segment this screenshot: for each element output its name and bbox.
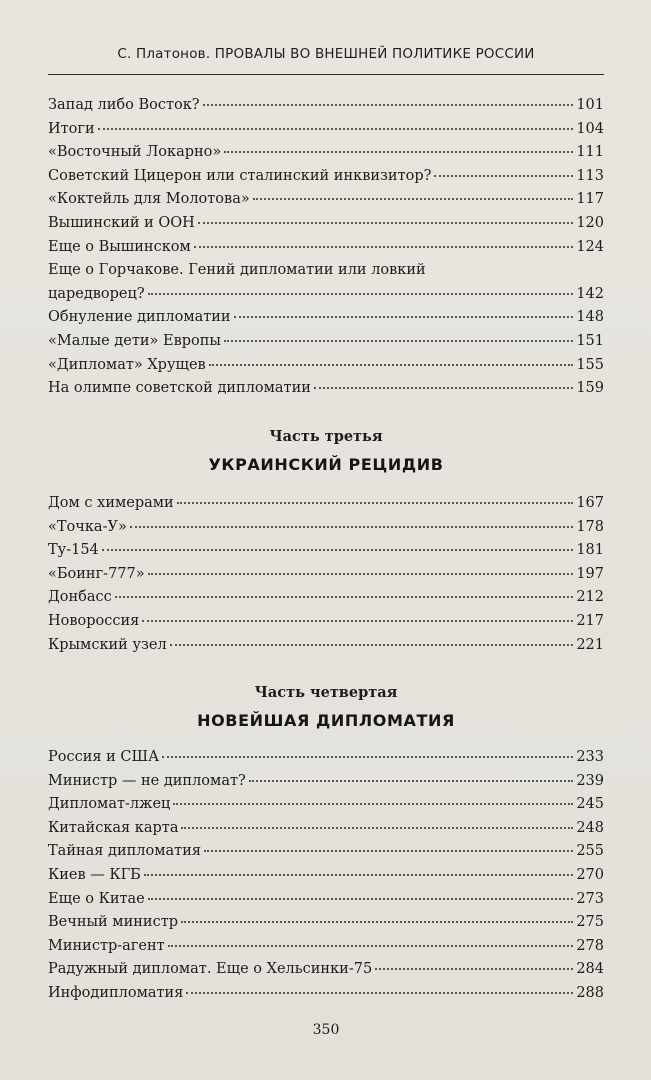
toc-entry-title: «Точка-У» <box>48 518 127 535</box>
toc-entry-page: 142 <box>576 285 604 302</box>
toc-entry-title: «Боинг-777» <box>48 565 145 582</box>
toc-entry-title: «Коктейль для Молотова» <box>48 191 250 208</box>
toc-entry[interactable] <box>48 165 604 189</box>
toc-leader <box>209 363 574 366</box>
toc-entry-page: 111 <box>576 144 604 161</box>
toc-leader <box>168 944 574 947</box>
part-3-label: Часть третья <box>269 428 383 445</box>
toc-entry[interactable] <box>48 563 604 587</box>
toc-entry-page: 270 <box>576 866 604 883</box>
toc-entry[interactable] <box>48 354 604 378</box>
toc-entry-page: 288 <box>576 984 604 1001</box>
toc-entry-title: Киев — КГБ <box>48 866 141 883</box>
toc-leader <box>148 897 574 900</box>
toc-entry-page: 148 <box>576 309 604 326</box>
toc-entry-title: Дом с химерами <box>48 495 174 511</box>
part-4-title: НОВЕЙШАЯ ДИПЛОМАТИЯ <box>197 711 455 730</box>
toc-entry-title: Донбасс <box>48 589 112 606</box>
toc-entry-page: 181 <box>576 542 604 559</box>
toc-leader <box>181 826 573 829</box>
toc-entry-title: «Восточный Локарно» <box>48 144 222 161</box>
toc-entry[interactable] <box>48 259 604 306</box>
toc-entry[interactable] <box>48 212 604 236</box>
toc-leader <box>177 501 574 504</box>
toc-entry-title: Инфодипломатия <box>48 984 184 1001</box>
toc-entry-page: 278 <box>576 937 604 954</box>
part-4-label: Часть четвертая <box>254 684 398 701</box>
toc-entry[interactable] <box>48 492 604 516</box>
toc-entry-page: 101 <box>576 97 604 113</box>
toc-leader <box>144 873 573 876</box>
toc-entry[interactable] <box>48 539 604 563</box>
toc-entry-title: Вышинский и ООН <box>48 214 195 231</box>
toc-leader <box>249 779 574 782</box>
toc-leader <box>186 991 573 994</box>
toc-entry-page: 104 <box>576 120 604 137</box>
toc-entry[interactable] <box>48 817 604 841</box>
toc-leader <box>148 572 574 575</box>
toc-entry-page: 275 <box>576 914 604 931</box>
toc-entry-title: Еще о Китае <box>48 890 145 907</box>
toc-leader <box>204 849 573 852</box>
toc-leader <box>314 386 573 389</box>
toc-entry-page: 255 <box>576 843 604 860</box>
toc-leader <box>234 315 574 318</box>
toc-entry-title: Еще о Вышинском <box>48 238 191 255</box>
toc-entry-title: «Дипломат» Хрущев <box>48 356 206 373</box>
toc-entry-title: Еще о Горчакове. Гений дипломатии или ловкий <box>48 262 426 279</box>
toc-leader <box>170 643 574 646</box>
toc-entry[interactable] <box>48 610 604 634</box>
header-rule <box>48 74 604 75</box>
toc-entry-page: 120 <box>576 214 604 231</box>
toc-leader <box>102 548 574 551</box>
toc-entry-page: 212 <box>576 589 604 606</box>
toc-part-4 <box>48 746 604 1006</box>
toc-entry-page: 239 <box>576 772 604 789</box>
toc-entry-continuation <box>48 283 604 307</box>
toc-entry[interactable] <box>48 888 604 912</box>
toc-leader <box>194 245 574 248</box>
toc-leader <box>142 619 573 622</box>
toc-entry-title: Итоги <box>48 120 95 137</box>
toc-leader <box>162 755 573 758</box>
toc-entry[interactable] <box>48 634 604 658</box>
toc-entry[interactable] <box>48 118 604 142</box>
toc-entry-page: 245 <box>576 796 604 813</box>
toc-entry-page: 113 <box>576 167 604 184</box>
toc-entry-page: 197 <box>576 565 604 582</box>
toc-entry-page: 248 <box>576 819 604 836</box>
toc-entry-page: 159 <box>576 380 604 397</box>
toc-entry[interactable] <box>48 746 604 770</box>
toc-leader <box>434 174 573 177</box>
toc-leader <box>253 197 574 200</box>
toc-entry-title: Вечный министр <box>48 914 178 931</box>
toc-entry-title: Крымский узел <box>48 636 167 653</box>
toc-entry-title: Обнуление дипломатии <box>48 309 231 326</box>
toc-entry-title: Ту-154 <box>48 542 99 559</box>
toc-entry[interactable] <box>48 840 604 864</box>
toc-entry[interactable] <box>48 141 604 165</box>
toc-entry-title: «Малые дети» Европы <box>48 332 221 349</box>
toc-leader <box>173 802 573 805</box>
toc-entry[interactable] <box>48 516 604 540</box>
toc-entry-page: 151 <box>576 332 604 349</box>
toc-entry[interactable] <box>48 935 604 959</box>
toc-entry-page: 217 <box>576 612 604 629</box>
toc-entry-title: Радужный дипломат. Еще о Хельсинки-75 <box>48 961 373 978</box>
page-number: 350 <box>312 1022 340 1038</box>
toc-part-3 <box>48 492 604 657</box>
toc-entry-title: Новороссия <box>48 612 140 629</box>
toc-entry[interactable] <box>48 330 604 354</box>
toc-entry[interactable] <box>48 236 604 260</box>
toc-entry[interactable] <box>48 306 604 330</box>
toc-leader <box>224 150 573 153</box>
toc-entry-page: 221 <box>576 636 604 653</box>
toc-entry-page: 233 <box>576 749 604 765</box>
toc-leader <box>130 525 573 528</box>
toc-entry-title: Дипломат-лжец <box>48 796 171 813</box>
toc-entry-page: 178 <box>576 518 604 535</box>
toc-entry-page: 117 <box>576 191 604 208</box>
toc-entry-page: 155 <box>576 356 604 373</box>
toc-leader <box>375 967 573 970</box>
toc-leader <box>198 221 573 224</box>
toc-entry-title: Советский Цицерон или сталинский инквизитор? <box>48 167 432 184</box>
toc-entry[interactable] <box>48 793 604 817</box>
toc-entry-page: 124 <box>576 238 604 255</box>
toc-entry[interactable] <box>48 982 604 1006</box>
toc-leader <box>115 595 574 598</box>
toc-leader <box>148 292 574 295</box>
toc-entry-title: Россия и США <box>48 749 160 765</box>
toc-entry-title: Запад либо Восток? <box>48 97 200 113</box>
toc-leader <box>181 920 573 923</box>
toc-entry-title: Министр — не дипломат? <box>48 772 246 789</box>
toc-leader <box>224 339 573 342</box>
running-head: С. Платонов. ПРОВАЛЫ ВО ВНЕШНЕЙ ПОЛИТИКЕ РОССИИ <box>117 46 535 62</box>
toc-entry[interactable] <box>48 864 604 888</box>
toc-leader <box>98 127 574 130</box>
toc-entry[interactable] <box>48 377 604 401</box>
toc-entry-page: 273 <box>576 890 604 907</box>
toc-entry[interactable] <box>48 586 604 610</box>
toc-entry-title: На олимпе советской дипломатии <box>48 380 311 397</box>
part-3-title: УКРАИНСКИЙ РЕЦИДИВ <box>208 455 444 474</box>
toc-entry-title: Тайная дипломатия <box>48 843 202 860</box>
toc-entry[interactable] <box>48 188 604 212</box>
toc-section-1 <box>48 94 604 401</box>
toc-entry-title-cont: царедворец? <box>48 285 145 302</box>
toc-entry-title: Китайская карта <box>48 819 179 836</box>
toc-entry-page: 284 <box>576 961 604 978</box>
toc-entry[interactable] <box>48 911 604 935</box>
toc-entry[interactable] <box>48 958 604 982</box>
toc-entry[interactable] <box>48 770 604 794</box>
toc-entry[interactable] <box>48 94 604 118</box>
toc-entry-title: Министр-агент <box>48 937 165 954</box>
toc-entry-page: 167 <box>576 495 604 511</box>
toc-leader <box>203 103 574 106</box>
